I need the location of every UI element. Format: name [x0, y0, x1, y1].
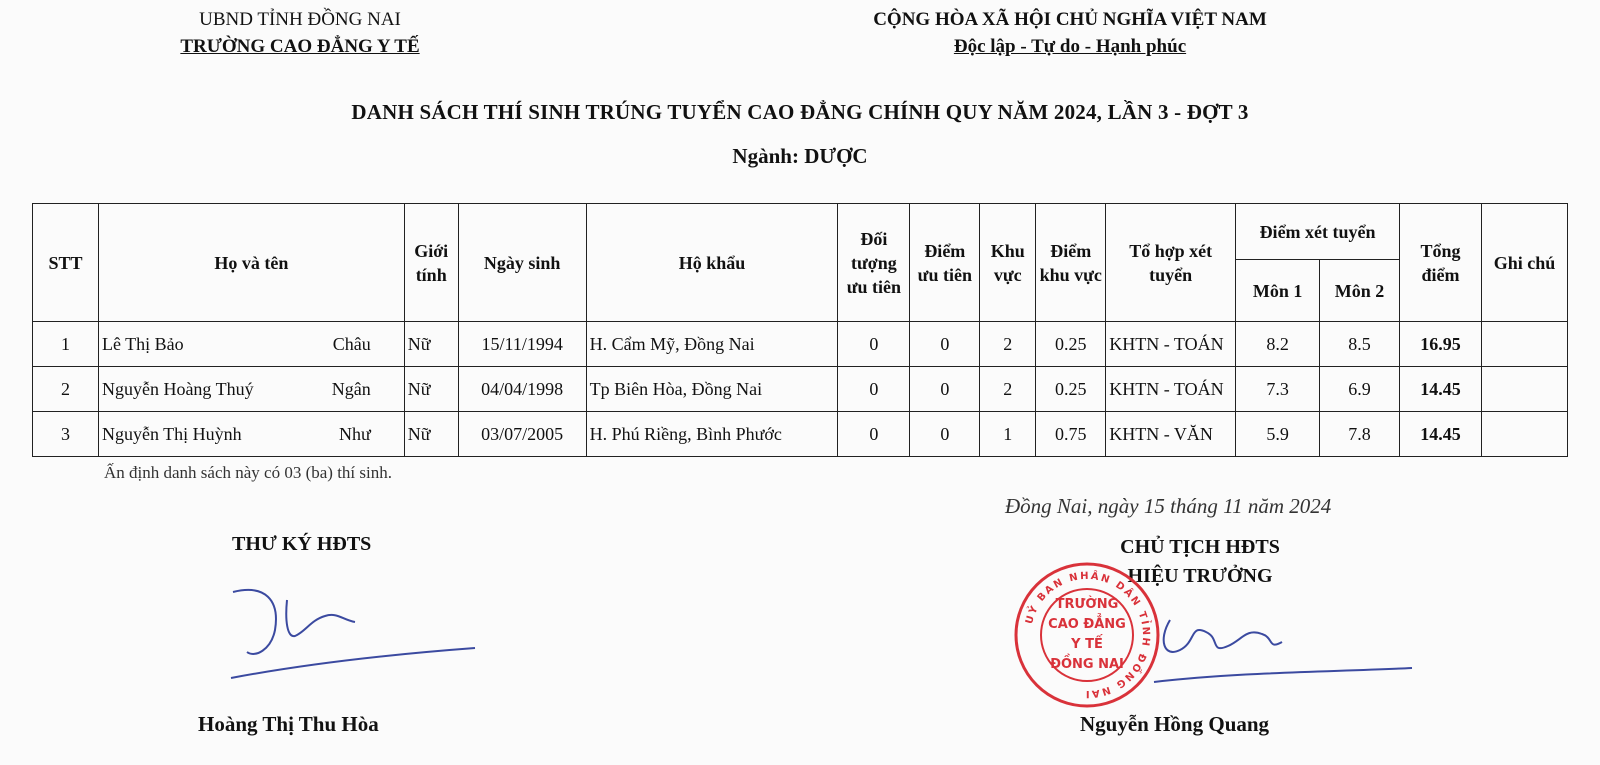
cell-combination: KHTN - TOÁN — [1106, 322, 1236, 367]
cell-priority-points: 0 — [910, 412, 980, 457]
cell-region: 2 — [980, 322, 1036, 367]
header-gender: Giới tính — [404, 204, 458, 322]
cell-dob: 03/07/2005 — [458, 412, 586, 457]
cell-stt: 2 — [33, 367, 99, 412]
official-seal — [1012, 560, 1162, 710]
svg-text:TRƯỜNG: TRƯỜNG — [1055, 597, 1119, 612]
cell-gender: Nữ — [404, 412, 458, 457]
cell-note — [1481, 367, 1567, 412]
cell-total: 14.45 — [1400, 367, 1482, 412]
cell-subject1: 7.3 — [1236, 367, 1320, 412]
cell-subject1: 5.9 — [1236, 412, 1320, 457]
cell-note — [1481, 322, 1567, 367]
cell-first-name: Như — [338, 423, 371, 444]
header-stt: STT — [33, 204, 99, 322]
principal-title: HIỆU TRƯỞNG — [1127, 565, 1273, 587]
cell-priority-points: 0 — [910, 367, 980, 412]
header-dob: Ngày sinh — [458, 204, 586, 322]
header-priority-group: Đối tượng ưu tiên — [838, 204, 910, 322]
chair-name: Nguyễn Hồng Quang — [1080, 712, 1270, 736]
major-label: Ngành: DƯỢC — [732, 144, 868, 168]
svg-text:CAO ĐẲNG: CAO ĐẲNG — [1048, 617, 1126, 632]
cell-region-points: 0.75 — [1036, 412, 1106, 457]
cell-residence: Tp Biên Hòa, Đồng Nai — [586, 367, 838, 412]
svg-text:ĐỒNG NAI: ĐỒNG NAI — [1050, 657, 1124, 672]
cell-residence: H. Cẩm Mỹ, Đồng Nai — [586, 322, 838, 367]
issuer-block — [140, 6, 460, 60]
cell-name — [98, 367, 404, 412]
cell-total: 14.45 — [1400, 412, 1482, 457]
chair-title: CHỦ TỊCH HĐTS — [1120, 536, 1280, 558]
header-priority-points: Điểm ưu tiên — [910, 204, 980, 322]
svg-text:Y TẾ: Y TẾ — [1071, 637, 1103, 652]
list-note: Ấn định danh sách này có 03 (ba) thí sinh. — [104, 463, 392, 482]
secretary-signature — [225, 580, 485, 690]
cell-region-points: 0.25 — [1036, 367, 1106, 412]
cell-region-points: 0.25 — [1036, 322, 1106, 367]
cell-priority-points: 0 — [910, 322, 980, 367]
cell-subject2: 8.5 — [1320, 322, 1400, 367]
cell-subject2: 7.8 — [1320, 412, 1400, 457]
header-scores-group: Điểm xét tuyển — [1236, 204, 1400, 260]
national-motto: Độc lập - Tự do - Hạnh phúc — [953, 36, 1187, 57]
cell-combination: KHTN - VĂN — [1106, 412, 1236, 457]
cell-first-name: Châu — [332, 333, 371, 354]
cell-priority-group: 0 — [838, 367, 910, 412]
cell-stt: 1 — [33, 322, 99, 367]
cell-last-name: Nguyễn Hoàng Thuý — [101, 378, 254, 399]
cell-priority-group: 0 — [838, 322, 910, 367]
issuer-authority: UBND TỈNH ĐỒNG NAI — [199, 9, 401, 30]
issuer-school: TRƯỜNG CAO ĐẲNG Y TẾ — [180, 36, 420, 57]
header-note: Ghi chú — [1481, 204, 1567, 322]
cell-subject2: 6.9 — [1320, 367, 1400, 412]
table-row — [33, 367, 1568, 412]
secretary-name: Hoàng Thị Thu Hòa — [198, 712, 379, 736]
cell-note — [1481, 412, 1567, 457]
header-total: Tổng điểm — [1400, 204, 1482, 322]
cell-gender: Nữ — [404, 322, 458, 367]
cell-dob: 15/11/1994 — [458, 322, 586, 367]
svg-text:UỶ BAN NHÂN DÂN TỈNH ĐỒNG NAI: UỶ BAN NHÂN DÂN TỈNH ĐỒNG NAI — [1024, 570, 1152, 700]
header-subject2: Môn 2 — [1320, 260, 1400, 322]
cell-last-name: Nguyễn Thị Huỳnh — [101, 423, 242, 444]
cell-dob: 04/04/1998 — [458, 367, 586, 412]
cell-last-name: Lê Thị Bảo — [101, 333, 184, 354]
cell-total: 16.95 — [1400, 322, 1482, 367]
header-region-points: Điểm khu vực — [1036, 204, 1106, 322]
secretary-title: THƯ KÝ HĐTS — [232, 533, 372, 555]
cell-priority-group: 0 — [838, 412, 910, 457]
cell-residence: H. Phú Riềng, Bình Phước — [586, 412, 838, 457]
header-residence: Hộ khẩu — [586, 204, 838, 322]
cell-combination: KHTN - TOÁN — [1106, 367, 1236, 412]
document-title: DANH SÁCH THÍ SINH TRÚNG TUYỂN CAO ĐẲNG CHÍNH QUY NĂM 2024, LẦN 3 - ĐỢT 3 — [351, 100, 1249, 124]
cell-region: 2 — [980, 367, 1036, 412]
table-row — [33, 412, 1568, 457]
national-title: CỘNG HÒA XÃ HỘI CHỦ NGHĨA VIỆT NAM — [873, 9, 1267, 30]
header-name: Họ và tên — [98, 204, 404, 322]
cell-gender: Nữ — [404, 367, 458, 412]
cell-subject1: 8.2 — [1236, 322, 1320, 367]
header-region: Khu vực — [980, 204, 1036, 322]
cell-name — [98, 412, 404, 457]
header-combination: Tổ hợp xét tuyển — [1106, 204, 1236, 322]
place-date: Đồng Nai, ngày 15 tháng 11 năm 2024 — [1005, 494, 1332, 518]
national-motto-block — [830, 6, 1310, 60]
cell-name — [98, 322, 404, 367]
cell-stt: 3 — [33, 412, 99, 457]
admission-table — [32, 203, 1568, 457]
cell-first-name: Ngân — [331, 378, 371, 399]
cell-region: 1 — [980, 412, 1036, 457]
header-subject1: Môn 1 — [1236, 260, 1320, 322]
table-row — [33, 322, 1568, 367]
chair-signature — [1150, 610, 1420, 690]
